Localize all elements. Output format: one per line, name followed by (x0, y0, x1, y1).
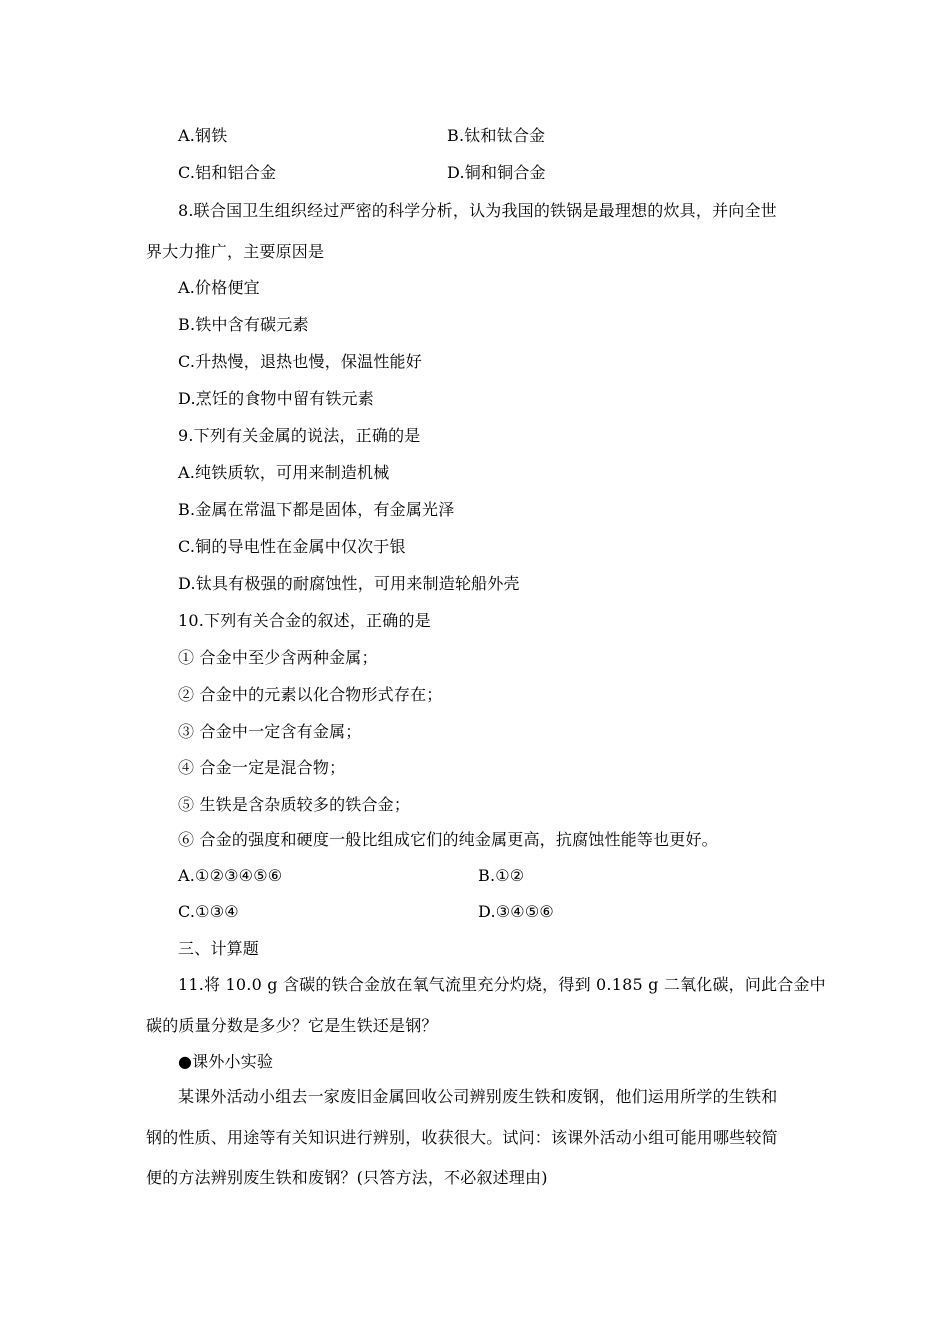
q7-option-b: B.钛和钛合金 (447, 126, 546, 145)
q10-statement-2: ② 合金中的元素以化合物形式存在； (178, 685, 443, 704)
section-heading: 三、计算题 (178, 939, 260, 958)
q8-option-a: A.价格便宜 (178, 278, 260, 297)
q10-statement-5: ⑤ 生铁是含杂质较多的铁合金； (178, 795, 411, 814)
experiment-heading: ●课外小实验 (178, 1052, 274, 1071)
q10-option-b: B.①② (478, 866, 525, 885)
q7-option-d: D.铜和铜合金 (447, 163, 546, 182)
q10-option-c: C.①③④ (178, 902, 239, 921)
q8-option-d: D.烹饪的食物中留有铁元素 (178, 389, 374, 408)
q10-statement-1: ① 合金中至少含两种金属； (178, 648, 378, 667)
q8-stem-line2: 界大力推广，主要原因是 (146, 242, 325, 261)
experiment-line2: 钢的性质、用途等有关知识进行辨别，收获很大。试问：该课外活动小组可能用哪些较简 (146, 1128, 778, 1147)
q10-stem: 10.下列有关合金的叙述，正确的是 (178, 611, 431, 630)
q10-option-a: A.①②③④⑤⑥ (178, 866, 283, 885)
q7-option-c: C.铝和铝合金 (178, 163, 277, 182)
q7-option-a: A.钢铁 (178, 126, 228, 145)
q8-option-b: B.铁中含有碳元素 (178, 315, 309, 334)
q10-statement-6: ⑥ 合金的强度和硬度一般比组成它们的纯金属更高，抗腐蚀性能等也更好。 (178, 830, 718, 849)
q9-option-b: B.金属在常温下都是固体，有金属光泽 (178, 500, 455, 519)
q8-option-c: C.升热慢，退热也慢，保温性能好 (178, 352, 422, 371)
q9-option-a: A.纯铁质软，可用来制造机械 (178, 463, 390, 482)
q10-option-d: D.③④⑤⑥ (478, 902, 554, 921)
q10-statement-3: ③ 合金中一定含有金属； (178, 722, 362, 741)
q10-statement-4: ④ 合金一定是混合物； (178, 758, 346, 777)
q9-option-c: C.铜的导电性在金属中仅次于银 (178, 537, 406, 556)
q11-line1: 11.将 10.0 g 含碳的铁合金放在氧气流里充分灼烧，得到 0.185 g 二氧化碳，问此合金中 (178, 975, 826, 994)
experiment-line3: 便的方法辨别废生铁和废钢？(只答方法，不必叙述理由) (146, 1168, 548, 1187)
q8-stem-line1: 8.联合国卫生组织经过严密的科学分析，认为我国的铁锅是最理想的炊具，并向全世 (178, 201, 777, 220)
q11-line2: 碳的质量分数是多少？它是生铁还是钢？ (146, 1016, 438, 1035)
experiment-line1: 某课外活动小组去一家废旧金属回收公司辨别废生铁和废钢，他们运用所学的生铁和 (178, 1087, 778, 1106)
q9-option-d: D.钛具有极强的耐腐蚀性，可用来制造轮船外壳 (178, 574, 520, 593)
q9-stem: 9.下列有关金属的说法，正确的是 (178, 426, 421, 445)
